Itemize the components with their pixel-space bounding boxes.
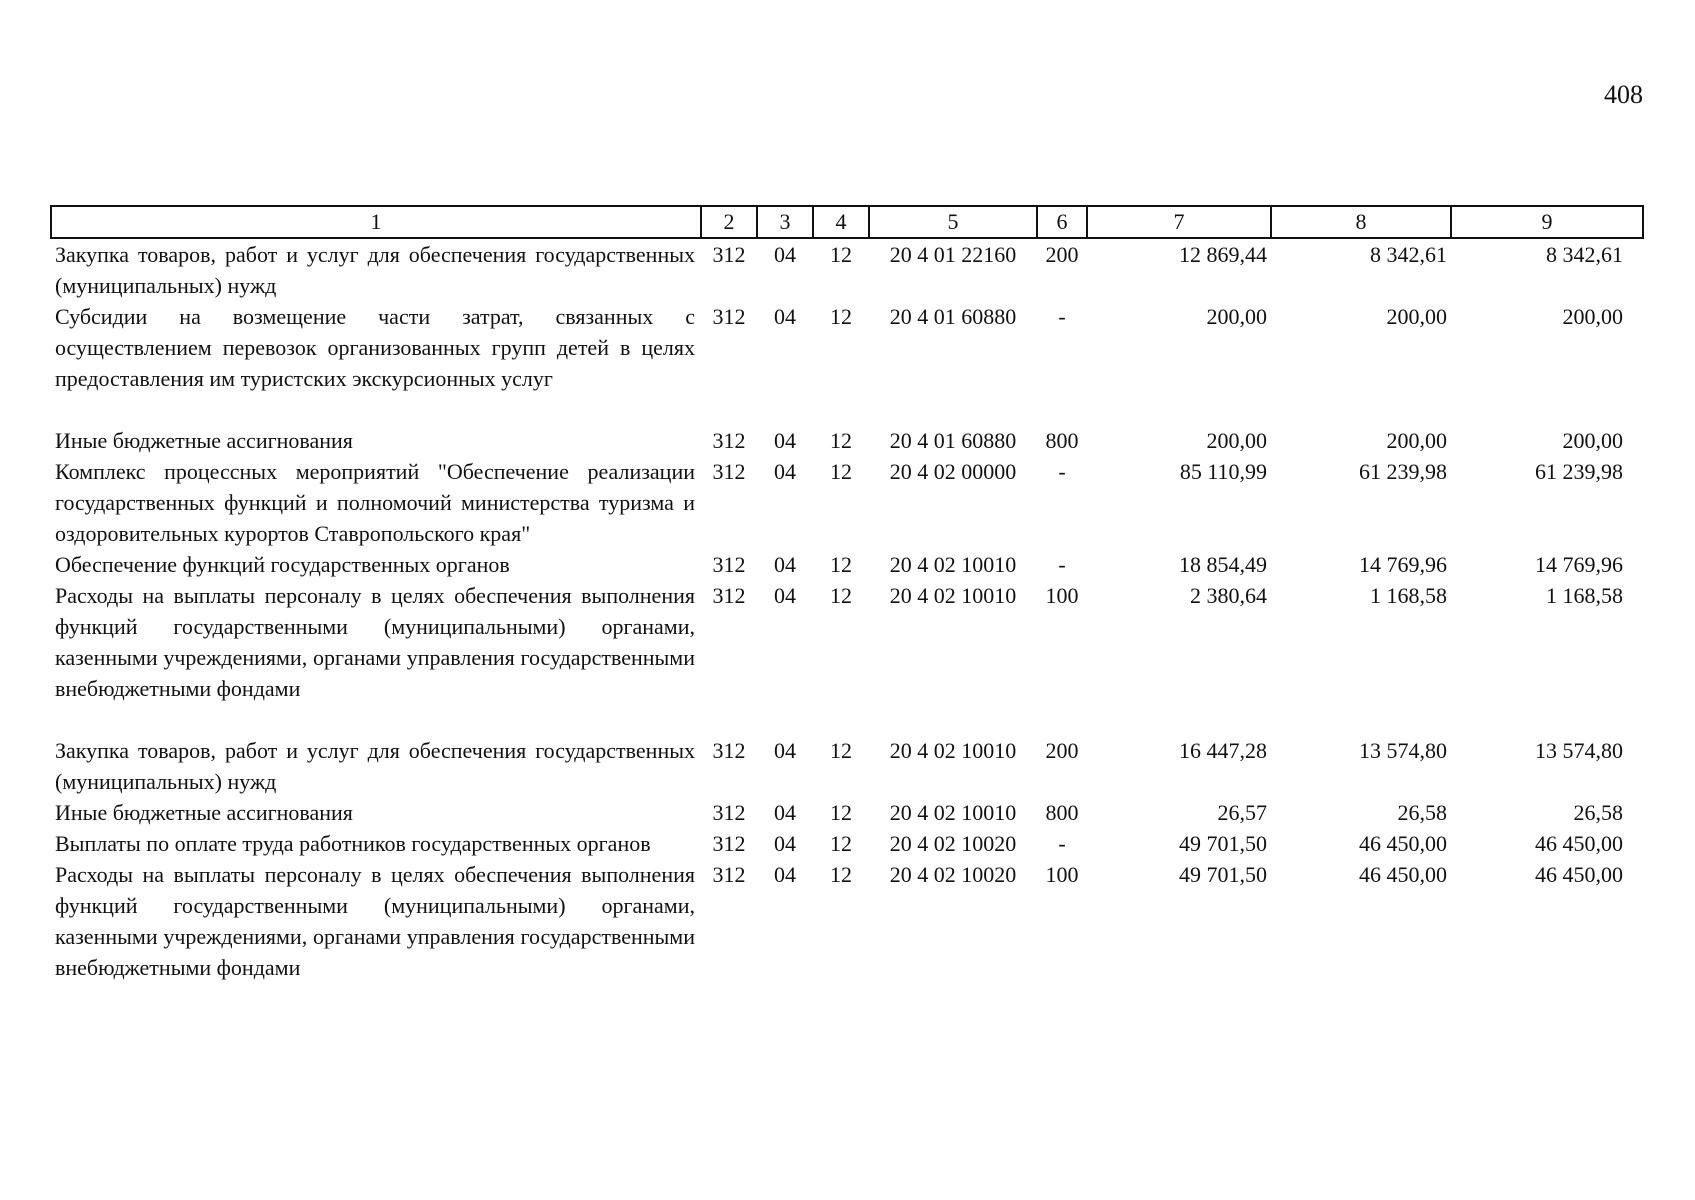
row-target-code: 20 4 02 10010 (889, 800, 1017, 825)
row-amount-2: 26,58 (1397, 800, 1447, 825)
column-header: 3 (757, 206, 813, 238)
row-section-code: 04 (774, 800, 796, 825)
row-amount-1: 16 447,28 (1179, 738, 1267, 763)
row-subsection-code: 12 (830, 583, 852, 608)
column-header: 8 (1271, 206, 1451, 238)
row-target-code: 20 4 01 60880 (889, 304, 1017, 329)
row-amount-3: 1 168,58 (1546, 583, 1623, 608)
row-ministry-code: 312 (712, 862, 746, 887)
row-amount-2: 46 450,00 (1359, 862, 1447, 887)
row-amount-3: 46 450,00 (1535, 862, 1623, 887)
table-row (51, 549, 1643, 580)
column-header: 5 (869, 206, 1037, 238)
row-name: Иные бюджетные ассигнования (55, 800, 353, 825)
row-expense-type: - (1058, 552, 1066, 577)
row-section-code: 04 (774, 428, 796, 453)
row-amount-2: 61 239,98 (1359, 459, 1447, 484)
row-section-code: 04 (774, 583, 796, 608)
table-row (51, 797, 1643, 828)
row-amount-1: 18 854,49 (1179, 552, 1267, 577)
row-expense-type: 200 (1045, 242, 1079, 267)
budget-table (50, 205, 1644, 983)
row-target-code: 20 4 01 60880 (889, 428, 1017, 453)
row-amount-3: 8 342,61 (1546, 242, 1623, 267)
row-ministry-code: 312 (712, 428, 746, 453)
row-expense-type: 200 (1045, 738, 1079, 763)
row-name: Выплаты по оплате труда работников государственных органов (55, 831, 651, 856)
column-header: 7 (1087, 206, 1271, 238)
row-subsection-code: 12 (830, 831, 852, 856)
table-header-row (51, 206, 1643, 238)
row-subsection-code: 12 (830, 800, 852, 825)
row-amount-2: 13 574,80 (1359, 738, 1447, 763)
row-ministry-code: 312 (712, 738, 746, 763)
column-header: 2 (701, 206, 757, 238)
row-section-code: 04 (774, 242, 796, 267)
row-amount-3: 26,58 (1573, 800, 1623, 825)
row-amount-3: 13 574,80 (1535, 738, 1623, 763)
row-name: Закупка товаров, работ и услуг для обеспечения государственных (муниципальных) нужд (55, 242, 695, 298)
row-target-code: 20 4 02 10020 (889, 831, 1017, 856)
row-subsection-code: 12 (830, 242, 852, 267)
row-target-code: 20 4 02 10010 (889, 738, 1017, 763)
table-row (51, 580, 1643, 735)
row-section-code: 04 (774, 552, 796, 577)
row-amount-2: 46 450,00 (1359, 831, 1447, 856)
row-ministry-code: 312 (712, 242, 746, 267)
row-ministry-code: 312 (712, 800, 746, 825)
row-expense-type: 800 (1045, 800, 1079, 825)
row-amount-1: 49 701,50 (1179, 831, 1267, 856)
row-amount-1: 49 701,50 (1179, 862, 1267, 887)
row-name: Расходы на выплаты персоналу в целях обеспечения выполнения функций государственными (муниципальными) органами, казенными учреждениями, органами управления государственными внебюджетными фондами (55, 583, 695, 701)
column-header: 6 (1037, 206, 1087, 238)
row-amount-2: 200,00 (1386, 304, 1447, 329)
row-section-code: 04 (774, 459, 796, 484)
table-row (51, 456, 1643, 549)
row-subsection-code: 12 (830, 738, 852, 763)
page-number: 408 (1604, 80, 1643, 109)
table-row (51, 859, 1643, 983)
row-ministry-code: 312 (712, 583, 746, 608)
row-amount-3: 200,00 (1562, 428, 1623, 453)
row-name: Обеспечение функций государственных органов (55, 552, 510, 577)
row-amount-1: 85 110,99 (1179, 459, 1267, 484)
row-subsection-code: 12 (830, 459, 852, 484)
row-amount-1: 200,00 (1206, 304, 1267, 329)
row-amount-2: 200,00 (1386, 428, 1447, 453)
row-subsection-code: 12 (830, 428, 852, 453)
row-ministry-code: 312 (712, 459, 746, 484)
row-name: Субсидии на возмещение части затрат, связанных с осуществлением перевозок организованных групп детей в целях предоставления им туристских экскурсионных услуг (55, 304, 695, 391)
row-subsection-code: 12 (830, 862, 852, 887)
row-amount-1: 2 380,64 (1190, 583, 1267, 608)
row-amount-3: 14 769,96 (1535, 552, 1623, 577)
row-ministry-code: 312 (712, 552, 746, 577)
row-target-code: 20 4 02 10010 (889, 583, 1017, 608)
row-ministry-code: 312 (712, 304, 746, 329)
row-target-code: 20 4 02 00000 (889, 459, 1017, 484)
column-header: 9 (1451, 206, 1643, 238)
table-row (51, 828, 1643, 859)
row-ministry-code: 312 (712, 831, 746, 856)
row-section-code: 04 (774, 862, 796, 887)
row-subsection-code: 12 (830, 304, 852, 329)
table-row (51, 735, 1643, 797)
row-name: Закупка товаров, работ и услуг для обеспечения государственных (муниципальных) нужд (55, 738, 695, 794)
row-amount-3: 200,00 (1562, 304, 1623, 329)
row-amount-2: 1 168,58 (1370, 583, 1447, 608)
row-amount-1: 26,57 (1217, 800, 1267, 825)
row-amount-1: 200,00 (1206, 428, 1267, 453)
row-amount-2: 14 769,96 (1359, 552, 1447, 577)
row-amount-3: 61 239,98 (1535, 459, 1623, 484)
row-expense-type: - (1058, 831, 1066, 856)
row-name: Комплекс процессных мероприятий "Обеспечение реализации государственных функций и полномочий министерства туризма и оздоровительных курортов Ставропольского края" (55, 459, 695, 546)
table-row (51, 301, 1643, 425)
row-name: Иные бюджетные ассигнования (55, 428, 353, 453)
row-section-code: 04 (774, 831, 796, 856)
row-amount-3: 46 450,00 (1535, 831, 1623, 856)
row-expense-type: - (1058, 304, 1066, 329)
row-expense-type: 800 (1045, 428, 1079, 453)
column-header: 4 (813, 206, 869, 238)
row-expense-type: - (1058, 459, 1066, 484)
row-expense-type: 100 (1045, 862, 1079, 887)
table-row (51, 425, 1643, 456)
row-amount-1: 12 869,44 (1179, 242, 1267, 267)
row-expense-type: 100 (1045, 583, 1079, 608)
column-header: 1 (51, 206, 701, 238)
row-amount-2: 8 342,61 (1370, 242, 1447, 267)
row-name: Расходы на выплаты персоналу в целях обеспечения выполнения функций государственными (муниципальными) органами, казенными учреждениями, органами управления государственными внебюджетными фондами (55, 862, 695, 980)
row-target-code: 20 4 01 22160 (889, 242, 1017, 267)
row-section-code: 04 (774, 304, 796, 329)
row-section-code: 04 (774, 738, 796, 763)
table-row (51, 238, 1643, 301)
row-target-code: 20 4 02 10020 (889, 862, 1017, 887)
row-subsection-code: 12 (830, 552, 852, 577)
row-target-code: 20 4 02 10010 (889, 552, 1017, 577)
